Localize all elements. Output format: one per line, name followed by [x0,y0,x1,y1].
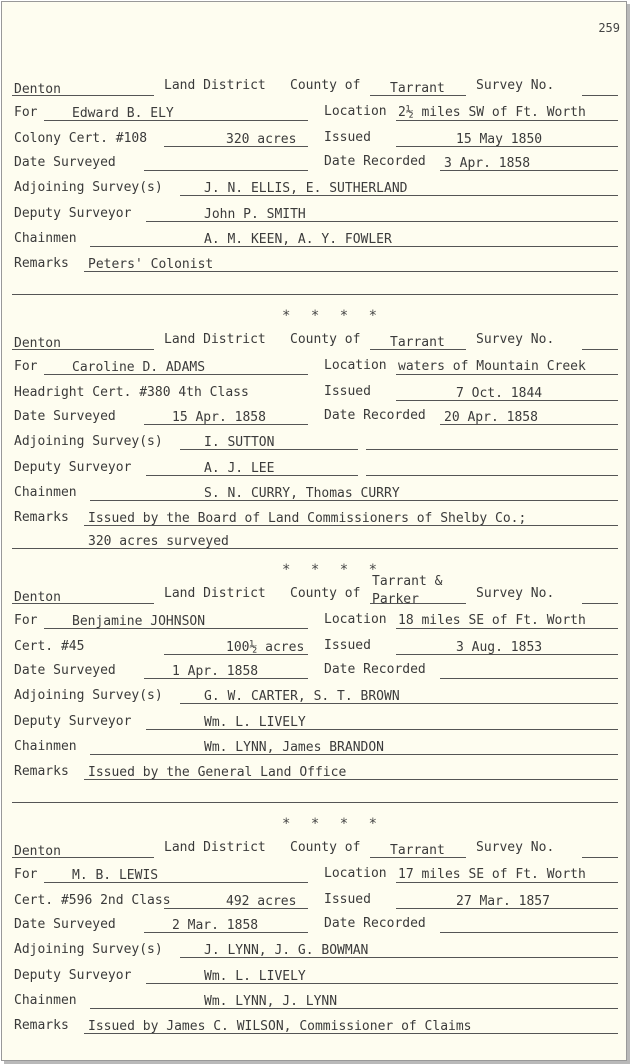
date-recorded-value: 3 Apr. 1858 [444,156,531,171]
date-surveyed-label: Date Surveyed [14,663,116,678]
chainmen-value: Wm. LYNN, J. LYNN [204,994,338,1009]
blank-line [396,882,618,883]
date-surveyed-value: 1 Apr. 1858 [172,664,259,679]
adjoining-label: Adjoining Survey(s) [14,688,163,703]
remarks-value: Issued by James C. WILSON, Commissioner of Claims [88,1019,472,1034]
blank-line [12,802,618,803]
blank-line [164,654,308,655]
blank-line [396,374,618,375]
county-value: Tarrant [390,843,445,858]
blank-line [144,170,308,171]
deputy-value: A. J. LEE [204,461,275,476]
date-surveyed-label: Date Surveyed [14,409,116,424]
section-separator: * * * * [282,816,384,832]
land-district-value: Denton [14,336,61,351]
for-label: For [14,613,38,628]
blank-line [180,449,358,450]
issued-value: 7 Oct. 1844 [456,386,543,401]
land-district-label: Land District [164,78,266,93]
date-surveyed-value: 2 Mar. 1858 [172,918,259,933]
blank-line [396,120,618,121]
page-number: 259 [598,21,620,35]
for-label: For [14,105,38,120]
issued-label: Issued [324,638,371,653]
blank-line [582,857,618,858]
for-value: Edward B. ELY [72,106,174,121]
remarks-label: Remarks [14,764,69,779]
blank-line [582,603,618,604]
issued-label: Issued [324,892,371,907]
blank-line [12,95,154,96]
survey-no-label: Survey No. [476,78,555,93]
blank-line [440,424,618,425]
county-of-label: County of [290,840,361,855]
blank-line [12,349,154,350]
adjoining-label: Adjoining Survey(s) [14,942,163,957]
blank-line [582,349,618,350]
blank-line [90,500,618,501]
blank-line [12,294,618,295]
blank-line [396,654,618,655]
for-label: For [14,359,38,374]
location-value: 18 miles SE of Ft. Worth [398,613,586,628]
location-value: 2½ miles SW of Ft. Worth [398,105,586,120]
location-label: Location [324,104,387,119]
county-of-label: County of [290,332,361,347]
date-surveyed-label: Date Surveyed [14,917,116,932]
county-value: Tarrant & [372,574,443,589]
blank-line [370,603,466,604]
land-district-label: Land District [164,586,266,601]
for-label: For [14,867,38,882]
adjoining-value: J. N. ELLIS, E. SUTHERLAND [204,181,408,196]
land-district-label: Land District [164,332,266,347]
chainmen-label: Chainmen [14,231,77,246]
blank-line [396,400,618,401]
adjoining-value: I. SUTTON [204,435,275,450]
county-value: Tarrant [390,81,445,96]
land-district-value: Denton [14,844,61,859]
date-surveyed-label: Date Surveyed [14,155,116,170]
blank-line [12,603,154,604]
blank-line [90,1008,618,1009]
land-district-label: Land District [164,840,266,855]
blank-line [44,374,308,375]
blank-line [370,857,466,858]
date-recorded-label: Date Recorded [324,154,426,169]
blank-line [164,146,308,147]
remarks-value: Issued by the Board of Land Commissioners of Shelby Co.; [88,511,527,526]
remarks-value: Peters' Colonist [88,257,214,272]
for-value: M. B. LEWIS [72,868,159,883]
blank-line [440,932,618,933]
section-separator: * * * * [282,562,384,578]
blank-line [180,703,618,704]
chainmen-label: Chainmen [14,485,77,500]
acres-value: 492 acres [226,894,297,909]
blank-line [84,271,618,272]
for-value: Benjamine JOHNSON [72,614,206,629]
blank-line [180,957,618,958]
blank-line [440,170,618,171]
certificate: Headright Cert. #380 4th Class [14,385,249,400]
section-separator: * * * * [282,308,384,324]
blank-line [146,221,618,222]
remarks-label: Remarks [14,1018,69,1033]
blank-line [84,525,618,526]
deputy-label: Deputy Surveyor [14,206,132,221]
date-recorded-label: Date Recorded [324,662,426,677]
blank-line [366,475,618,476]
blank-line [44,882,308,883]
chainmen-value: Wm. LYNN, James BRANDON [204,740,385,755]
location-label: Location [324,866,387,881]
blank-line [396,628,618,629]
location-label: Location [324,358,387,373]
blank-line [144,678,308,679]
certificate: Colony Cert. #108 [14,131,148,146]
blank-line [370,349,466,350]
date-recorded-label: Date Recorded [324,408,426,423]
deputy-value: Wm. L. LIVELY [204,715,306,730]
blank-line [146,729,618,730]
remarks-continuation: 320 acres surveyed [88,534,229,549]
date-recorded-label: Date Recorded [324,916,426,931]
issued-label: Issued [324,130,371,145]
deputy-value: Wm. L. LIVELY [204,969,306,984]
deputy-label: Deputy Surveyor [14,460,132,475]
blank-line [44,628,308,629]
county-of-label: County of [290,586,361,601]
deputy-label: Deputy Surveyor [14,714,132,729]
survey-no-label: Survey No. [476,586,555,601]
blank-line [144,424,308,425]
blank-line [180,195,618,196]
blank-line [144,932,308,933]
location-value: waters of Mountain Creek [398,359,586,374]
blank-line [146,475,358,476]
blank-line [12,548,618,549]
issued-value: 3 Aug. 1853 [456,640,543,655]
adjoining-label: Adjoining Survey(s) [14,434,163,449]
acres-value: 320 acres [226,132,297,147]
land-district-value: Denton [14,590,61,605]
certificate: Cert. #596 2nd Class [14,893,171,908]
issued-label: Issued [324,384,371,399]
chainmen-label: Chainmen [14,739,77,754]
issued-value: 15 May 1850 [456,132,543,147]
date-recorded-value: 20 Apr. 1858 [444,410,538,425]
blank-line [440,678,618,679]
issued-value: 27 Mar. 1857 [456,894,550,909]
survey-no-label: Survey No. [476,332,555,347]
for-value: Caroline D. ADAMS [72,360,206,375]
blank-line [146,983,618,984]
adjoining-label: Adjoining Survey(s) [14,180,163,195]
adjoining-value: J. LYNN, J. G. BOWMAN [204,943,369,958]
blank-line [370,95,466,96]
county-of-label: County of [290,78,361,93]
deputy-value: John P. SMITH [204,207,306,222]
blank-line [366,449,618,450]
blank-line [396,146,618,147]
acres-value: 100½ acres [226,640,305,655]
certificate: Cert. #45 [14,639,85,654]
blank-line [164,908,308,909]
blank-line [12,857,154,858]
county-value-2: Parker [372,592,419,607]
chainmen-label: Chainmen [14,993,77,1008]
location-label: Location [324,612,387,627]
deputy-label: Deputy Surveyor [14,968,132,983]
blank-line [582,95,618,96]
blank-line [90,754,618,755]
survey-no-label: Survey No. [476,840,555,855]
land-district-value: Denton [14,82,61,97]
remarks-label: Remarks [14,256,69,271]
location-value: 17 miles SE of Ft. Worth [398,867,586,882]
blank-line [84,1033,618,1034]
county-value: Tarrant [390,335,445,350]
blank-line [90,246,618,247]
blank-line [84,779,618,780]
remarks-label: Remarks [14,510,69,525]
blank-line [396,908,618,909]
chainmen-value: S. N. CURRY, Thomas CURRY [204,486,400,501]
blank-line [44,120,308,121]
adjoining-value: G. W. CARTER, S. T. BROWN [204,689,400,704]
remarks-value: Issued by the General Land Office [88,765,347,780]
date-surveyed-value: 15 Apr. 1858 [172,410,266,425]
chainmen-value: A. M. KEEN, A. Y. FOWLER [204,232,392,247]
